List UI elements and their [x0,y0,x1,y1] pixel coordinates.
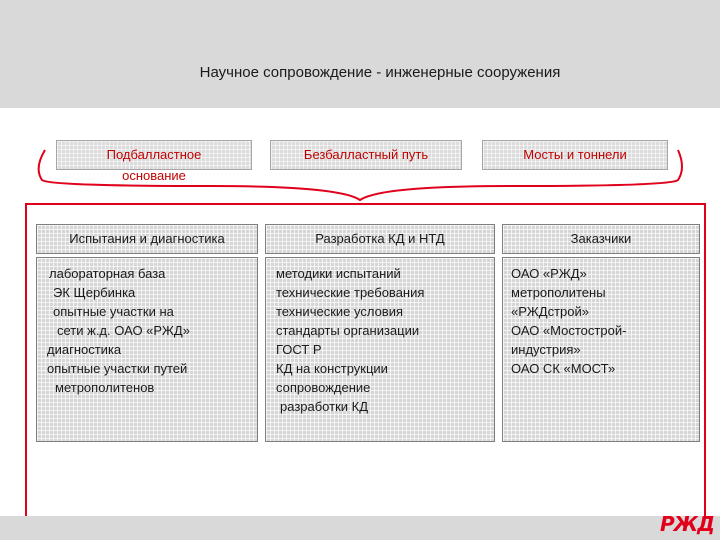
list-item: «РЖДстрой» [511,304,589,319]
list-item: опытные участки путей [47,361,188,376]
list-item: ОАО СК «МОСТ» [511,361,616,376]
list-item: метрополитенов [55,380,155,395]
list-item: технические условия [276,304,404,319]
list-item: ОАО «Мостострой- [511,323,627,338]
list-item: сети ж.д. ОАО «РЖД» [57,323,190,338]
column-body-development [265,257,495,442]
footer-band [0,516,720,540]
list-item: технические требования [276,285,425,300]
list-item: ОАО «РЖД» [511,266,587,281]
category-subballast-line2: основание [122,168,186,183]
column-body-customers [502,257,700,442]
list-item: разработки КД [280,399,369,414]
column-header-customers: Заказчики [502,224,700,254]
list-item: КД на конструкции [276,361,388,376]
list-item: ГОСТ Р [276,342,322,357]
slide-title: Научное сопровождение - инженерные сооружения [199,64,561,81]
list-item: ЭК Щербинка [53,285,136,300]
list-item: индустрия» [511,342,581,357]
list-item: лабораторная база [49,266,166,281]
column-header-development: Разработка КД и НТД [265,224,495,254]
category-bridges-label: Мосты и тоннели [523,147,627,162]
list-item: сопровождение [276,380,371,395]
category-subballast-line1: Подбалластное [106,147,202,162]
list-item: методики испытаний [276,266,401,281]
list-item: метрополитены [511,285,606,300]
category-ballastless-label: Безбалластный путь [303,147,429,162]
list-item: опытные участки на [53,304,174,319]
column-header-testing: Испытания и диагностика [36,224,258,254]
rzd-logo: РЖД [660,512,714,536]
list-item: диагностика [47,342,122,357]
list-item: стандарты организации [276,323,420,338]
column-body-testing [36,257,258,442]
